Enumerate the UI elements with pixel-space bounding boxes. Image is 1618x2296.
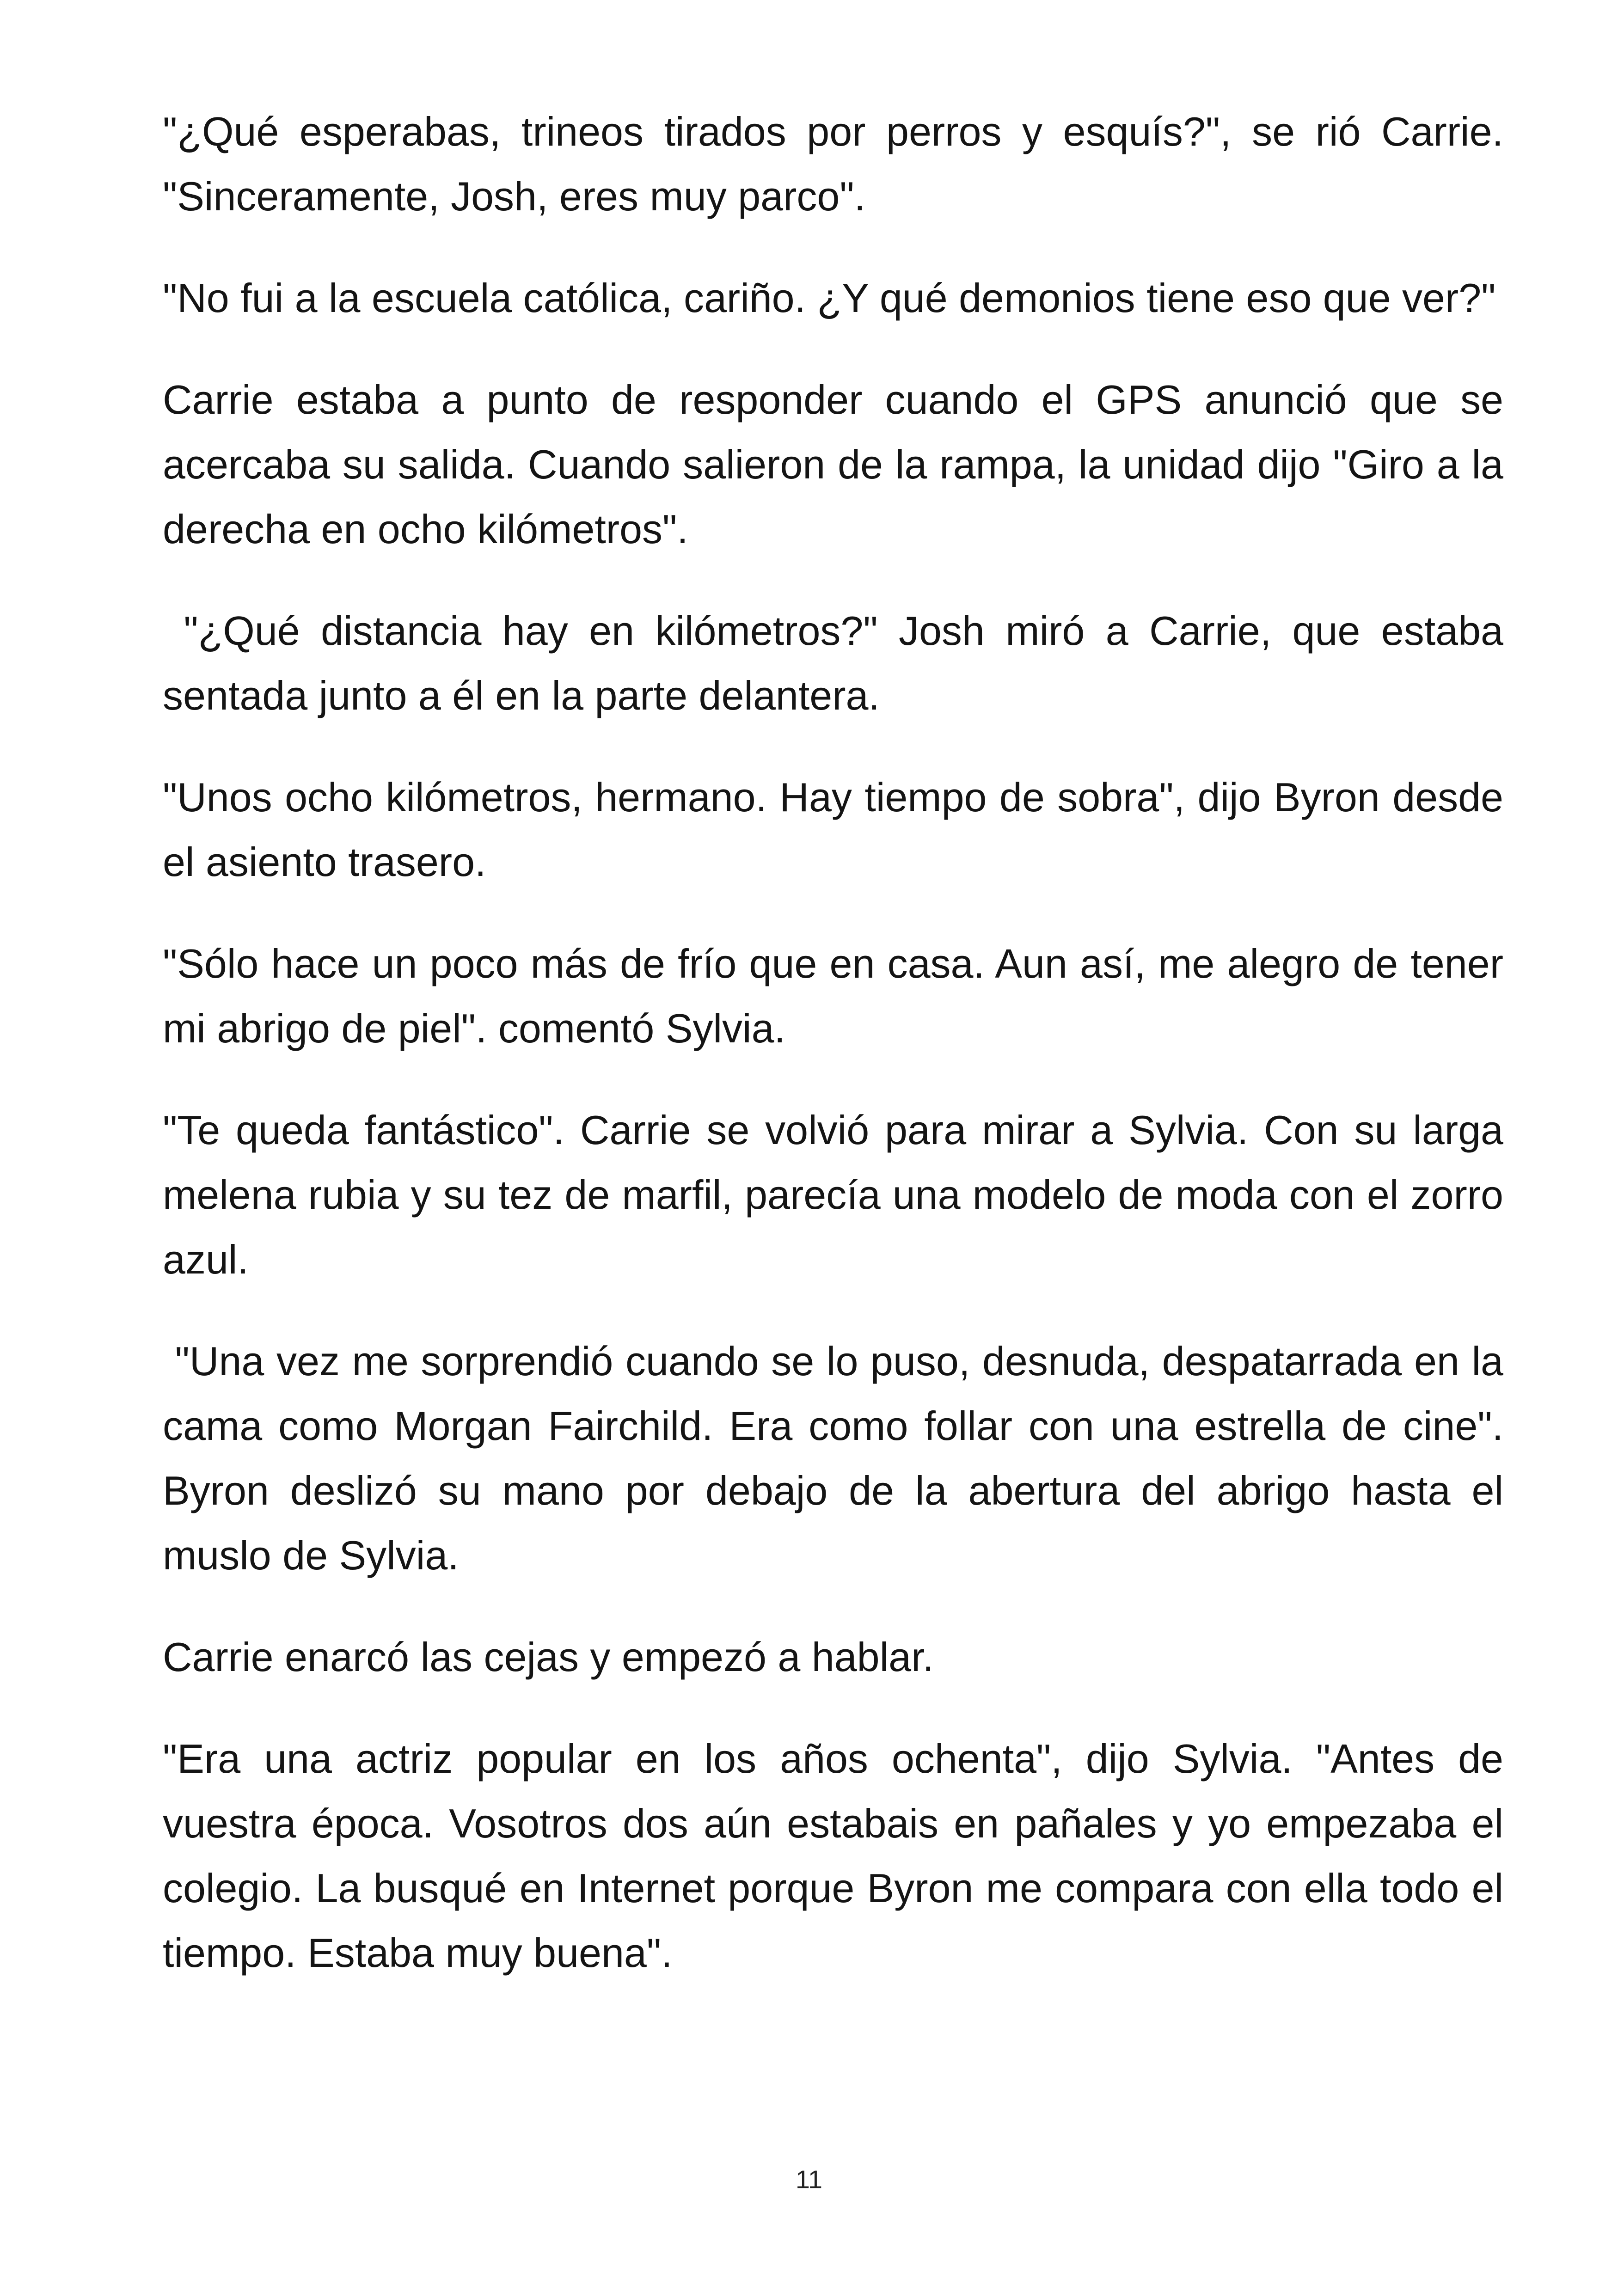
paragraph: Carrie enarcó las cejas y empezó a hablar. — [163, 1634, 934, 1680]
page-number: 11 — [795, 2165, 823, 2194]
paragraph: "Era una actriz popular en los años ochenta", dijo Sylvia. "Antes de vuestra época. Vosotros dos aún estabais en pañales y yo empezaba el colegio. La busqué en Internet porque Byron me compara con ella todo el tiempo. Estaba muy buena". — [163, 1736, 1503, 1976]
paragraph: "¿Qué esperabas, trineos tirados por perros y esquís?", se rió Carrie. "Sinceramente, Josh, eres muy parco". — [163, 109, 1503, 219]
body-text — [163, 99, 1515, 2022]
paragraph: Carrie estaba a punto de responder cuando el GPS anunció que se acercaba su salida. Cuando salieron de la rampa, la unidad dijo "Giro a la derecha en ocho kilómetros". — [163, 377, 1503, 552]
paragraph: "Te queda fantástico". Carrie se volvió para mirar a Sylvia. Con su larga melena rubia y su tez de marfil, parecía una modelo de moda con el zorro azul. — [163, 1107, 1503, 1282]
paragraph: "Unos ocho kilómetros, hermano. Hay tiempo de sobra", dijo Byron desde el asiento trasero. — [163, 774, 1503, 885]
paragraph: "No fui a la escuela católica, cariño. ¿Y qué demonios tiene eso que ver?" — [163, 275, 1496, 321]
paragraph: "¿Qué distancia hay en kilómetros?" Josh miró a Carrie, que estaba sentada junto a él en la parte delantera. — [163, 608, 1515, 718]
paragraph: "Sólo hace un poco más de frío que en casa. Aun así, me alegro de tener mi abrigo de piel". comentó Sylvia. — [163, 941, 1503, 1051]
paragraph: "Una vez me sorprendió cuando se lo puso, desnuda, despatarrada en la cama como Morgan Fairchild. Era como follar con una estrella de cine". Byron deslizó su mano por debajo de la abertura del abrigo hasta el muslo de Sylvia. — [163, 1338, 1515, 1578]
